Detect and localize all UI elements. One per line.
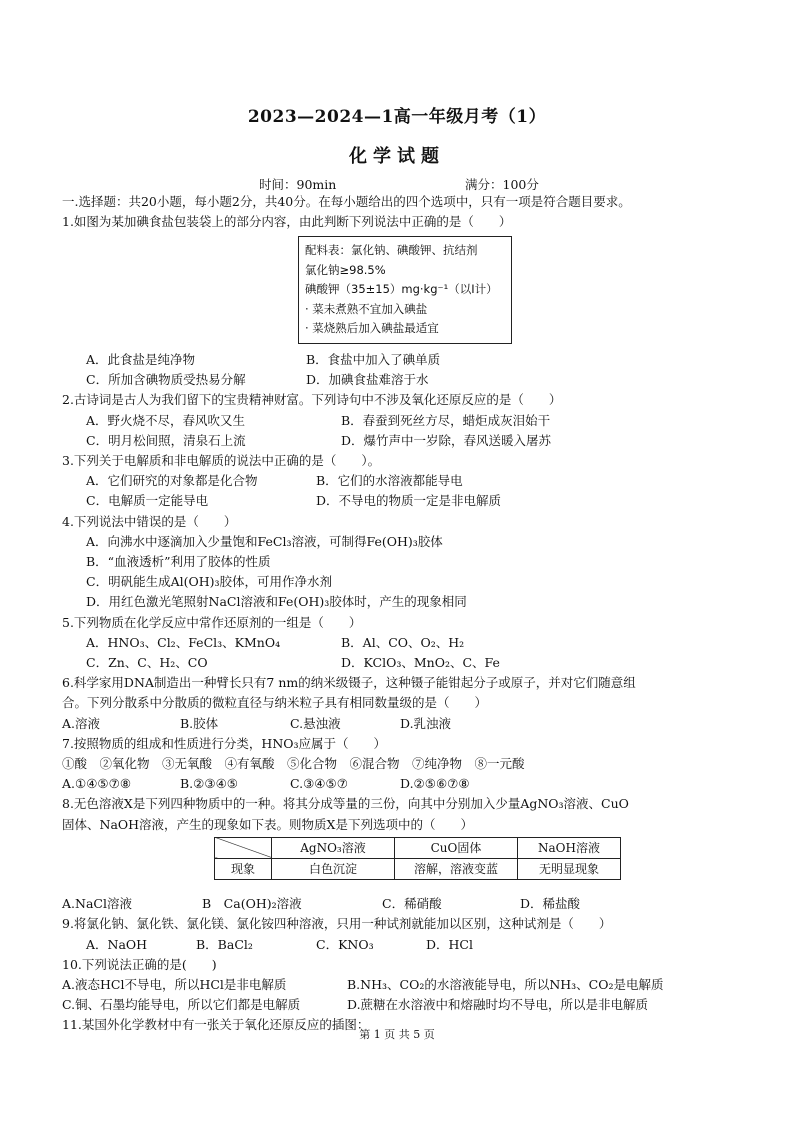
label-line: · 菜未煮熟不宜加入碘盐 <box>305 301 428 316</box>
question-4-option-c: C．明矾能生成Al(OH)₃胶体，可用作净水剂 <box>86 574 333 590</box>
question-6-option-d: D.乳浊液 <box>400 715 452 731</box>
table-header: NaOH溶液 <box>518 837 621 858</box>
question-2-option-b: B．春蚕到死丝方尽，蜡炬成灰泪始干 <box>341 412 551 428</box>
table-row-label: 现象 <box>215 858 272 879</box>
question-8-option-c: C．稀硝酸 <box>382 896 442 912</box>
question-6-stem-cont: 合。下列分散系中分散质的微粒直径与纳米粒子具有相同数量级的是（ ） <box>62 695 488 711</box>
table-row <box>215 858 621 879</box>
question-8-stem-cont: 固体、NaOH溶液，产生的现象如下表。则物质X是下列选项中的（ ） <box>62 816 473 832</box>
question-3-stem: 3.下列关于电解质和非电解质的说法中正确的是（ ）。 <box>62 452 381 468</box>
question-1-option-d: D．加碘食盐难溶于水 <box>306 372 429 388</box>
question-9-option-d: D．HCl <box>426 936 473 952</box>
table-cell: 溶解，溶液变蓝 <box>395 858 518 879</box>
question-9-option-b: B．BaCl₂ <box>196 936 253 952</box>
question-4-option-d: D．用红色激光笔照射NaCl溶液和Fe(OH)₃胶体时，产生的现象相同 <box>86 594 467 610</box>
observation-table-wrap <box>214 837 726 880</box>
question-7-option-b: B.②③④⑤ <box>180 776 238 792</box>
question-3-option-d: D．不导电的物质一定是非电解质 <box>316 493 502 509</box>
question-5-option-b: B．Al、CO、O₂、H₂ <box>341 634 465 650</box>
question-4-option-b: B．“血液透析”利用了胶体的性质 <box>86 553 271 569</box>
question-8-option-d: D．稀盐酸 <box>520 896 581 912</box>
table-corner-cell <box>215 837 272 858</box>
question-8-stem: 8.无色溶液X是下列四种物质中的一种。将其分成等量的三份，向其中分别加入少量AgNO₃溶液、CuO <box>62 796 629 812</box>
question-1-stem: 1.如图为某加碘食盐包装袋上的部分内容，由此判断下列说法中正确的是（ ） <box>62 214 512 230</box>
section-instructions: 一.选择题：共20小题，每小题2分，共40分。在每小题给出的四个选项中，只有一项是符合题目要求。 <box>62 194 631 209</box>
question-7-stem: 7.按照物质的组成和性质进行分类，HNO₃应属于（ ） <box>62 735 387 751</box>
table-cell: 无明显现象 <box>518 858 621 879</box>
question-9-option-c: C．KNO₃ <box>316 936 374 952</box>
question-4-option-a: A．向沸水中逐滴加入少量饱和FeCl₃溶液，可制得Fe(OH)₃胶体 <box>86 533 443 549</box>
exam-score: 满分：100分 <box>465 177 539 192</box>
label-line: 碘酸钾（35±15）mg·kg⁻¹（以I计） <box>305 282 498 297</box>
question-10-option-a: A.液态HCl不导电，所以HCl是非电解质 <box>62 977 287 992</box>
question-10-option-c: C.铜、石墨均能导电，所以它们都是电解质 <box>62 997 301 1013</box>
table-header-row <box>215 837 621 858</box>
question-5-option-d: D．KClO₃、MnO₂、C、Fe <box>341 654 500 670</box>
label-line: 氯化钠≥98.5% <box>305 262 386 277</box>
question-6-stem: 6.科学家用DNA制造出一种臂长只有7 nm的纳米级镊子，这种镊子能钳起分子或原子，并对它们随意组 <box>62 675 636 691</box>
question-5-option-a: A．HNO₃、Cl₂、FeCl₃、KMnO₄ <box>86 634 281 650</box>
questions <box>62 192 726 1036</box>
table-header: AgNO₃溶液 <box>272 837 395 858</box>
question-9-stem: 9.将氯化钠、氯化铁、氯化镁、氯化铵四种溶液，只用一种试剂就能加以区别，这种试剂是（ ） <box>62 916 612 932</box>
question-3-option-a: A．它们研究的对象都是化合物 <box>86 473 258 489</box>
question-5-stem: 5.下列物质在化学反应中常作还原剂的一组是（ ） <box>62 614 362 630</box>
question-11-stem: 11.某国外化学教材中有一张关于氧化还原反应的插图： <box>62 1017 370 1033</box>
question-7-option-d: D.②⑤⑥⑦⑧ <box>400 776 470 792</box>
page-title: 2023—2024—1高一年级月考（1） <box>247 107 547 127</box>
question-7-items: ①酸 ②氧化物 ③无氧酸 ④有氧酸 ⑤化合物 ⑥混合物 ⑦纯净物 ⑧一元酸 <box>62 755 525 771</box>
question-2-stem: 2.古诗词是古人为我们留下的宝贵精神财富。下列诗句中不涉及氧化还原反应的是（ ） <box>62 392 562 408</box>
question-1-option-b: B．食盐中加入了碘单质 <box>306 351 441 367</box>
question-3-option-b: B．它们的水溶液都能导电 <box>316 473 463 489</box>
question-3-option-c: C．电解质一定能导电 <box>86 493 209 509</box>
exam-time: 时间：90min <box>259 177 337 192</box>
observation-table <box>214 837 621 880</box>
salt-package-label <box>298 236 512 344</box>
question-8-option-a: A.NaCl溶液 <box>62 896 132 912</box>
question-5-option-c: C．Zn、C、H₂、CO <box>86 654 208 670</box>
question-2-option-a: A．野火烧不尽，春风吹又生 <box>86 412 246 428</box>
label-line: · 菜烧熟后加入碘盐最适宜 <box>305 321 439 336</box>
question-2-option-d: D．爆竹声中一岁除，春风送暖入屠苏 <box>341 432 552 448</box>
label-line: 配料表：氯化钠、碘酸钾、抗结剂 <box>305 243 478 258</box>
page-subtitle: 化学试题 <box>349 146 445 167</box>
question-1-option-a: A．此食盐是纯净物 <box>86 351 196 367</box>
question-6-option-b: B.胶体 <box>180 715 219 731</box>
question-10-stem: 10.下列说法正确的是( ) <box>62 956 217 972</box>
question-10-option-b: B.NH₃、CO₂的水溶液能导电，所以NH₃、CO₂是电解质 <box>347 977 664 992</box>
question-9-option-a: A．NaOH <box>86 936 148 952</box>
question-10-option-d: D.蔗糖在水溶液中和熔融时均不导电，所以是非电解质 <box>347 997 649 1013</box>
question-6-option-a: A.溶液 <box>62 715 101 731</box>
question-2-option-c: C．明月松间照，清泉石上流 <box>86 432 246 448</box>
question-7-option-c: C.③④⑤⑦ <box>290 776 348 792</box>
table-header: CuO固体 <box>395 837 518 858</box>
question-7-option-a: A.①④⑤⑦⑧ <box>62 776 132 792</box>
question-8-option-b: B Ca(OH)₂溶液 <box>202 896 302 912</box>
table-cell: 白色沉淀 <box>272 858 395 879</box>
question-1-option-c: C．所加含碘物质受热易分解 <box>86 372 246 388</box>
page-footer: 第 1 页 共 5 页 <box>359 1028 435 1041</box>
question-4-stem: 4.下列说法中错误的是（ ） <box>62 513 237 529</box>
question-6-option-c: C.悬浊液 <box>290 715 341 731</box>
